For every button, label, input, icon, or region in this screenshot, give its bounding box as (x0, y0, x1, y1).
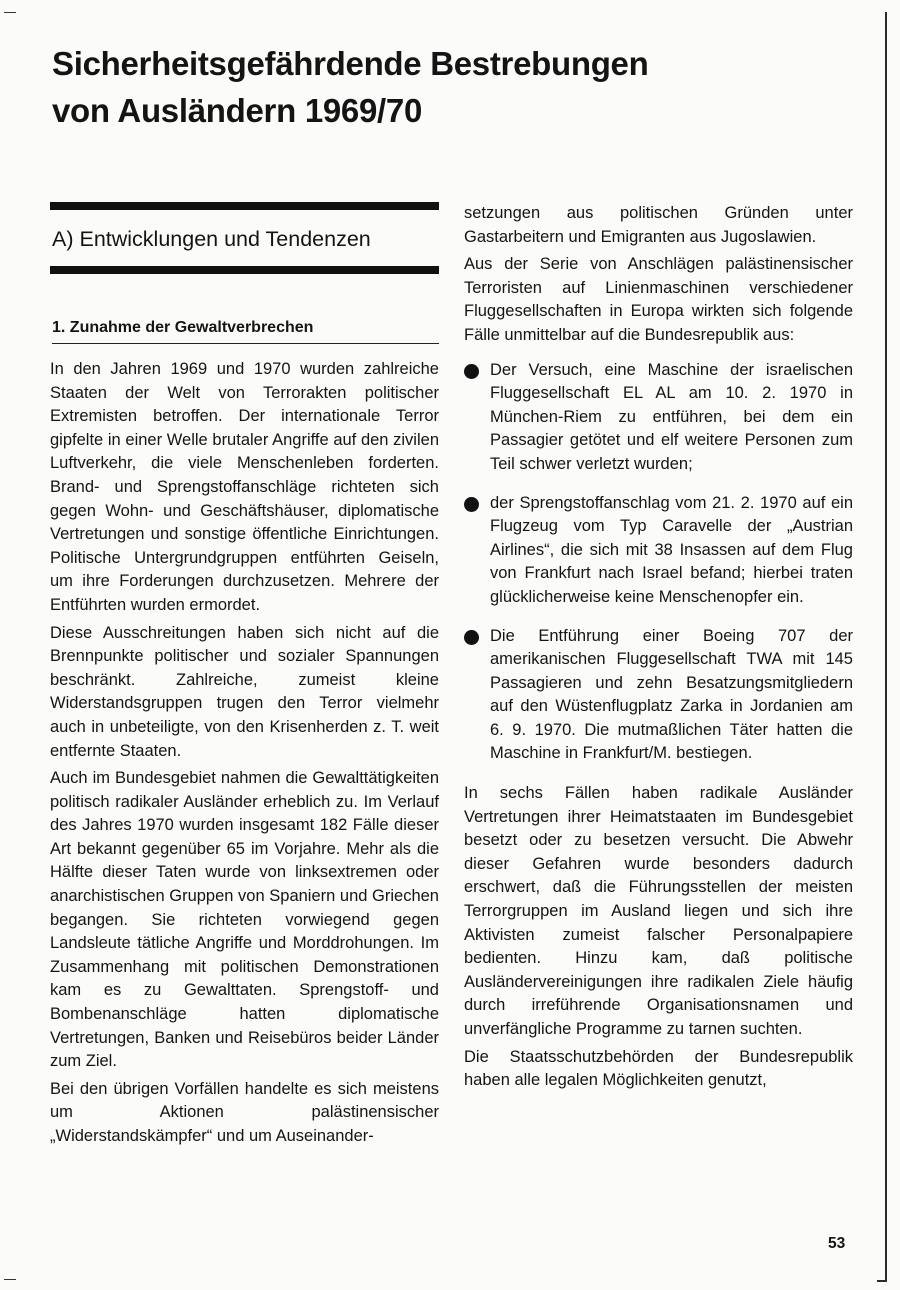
page-title (52, 40, 812, 134)
page-edge-line (885, 12, 887, 1282)
margin-tick (4, 12, 16, 13)
list-item-text: Die Entführung einer Boeing 707 der amerikanischen Fluggesellschaft TWA mit 145 Passagieren und zehn Besatzungsmitgliedern auf den Wüstenflugplatz Zarka in Jordanien am 6. 9. 1970. Die mutmaßlichen Täter hatten die Maschine in Frankfurt/M. bestiegen. (490, 626, 853, 763)
list-item-text: der Sprengstoffanschlag vom 21. 2. 1970 auf ein Flugzeug vom Typ Caravelle der „Austrian Airlines“, die sich mit 38 Insassen auf dem Flug von Frankfurt nach Israel befand; hierbei traten glücklicherweise keine Menschenopfer ein. (490, 493, 853, 606)
bullet-dot-icon (464, 364, 479, 379)
bullet-dot-icon (464, 630, 479, 645)
body-paragraph: In den Jahren 1969 und 1970 wurden zahlreiche Staaten der Welt von Terrorakten politischer Extremisten betroffen. Der internationale Terror gipfelte in einer Welle brutaler Angriffe auf den zivilen Luftverkehr, die viele Menschenleben forderten. Brand- und Sprengstoffanschläge richteten sich gegen Wohn- und Geschäftshäuser, diplomatische Vertretungen und sonstige öffentliche Einrichtungen. Politische Untergrundgruppen entführten Geiseln, um ihre Forderungen durchzusetzen. Mehrere der Entführten wurden ermordet. (50, 360, 439, 614)
section-rule-bottom (50, 266, 439, 274)
list-item (464, 359, 853, 477)
left-column (50, 202, 439, 1149)
title-line: Sicherheitsgefährdende Bestrebungen (52, 45, 649, 82)
page-number: 53 (828, 1235, 846, 1252)
body-paragraph: Aus der Serie von Anschlägen palästinensischer Terroristen auf Linienmaschinen verschiedener Fluggesellschaften in Europa wirkten sich folgende Fälle unmittelbar auf die Bundesrepublik aus: (464, 255, 853, 344)
incident-list (464, 359, 853, 767)
title-line: von Ausländern 1969/70 (52, 92, 422, 129)
body-paragraph: setzungen aus politischen Gründen unter Gastarbeitern und Emigranten aus Jugoslawien. (464, 204, 853, 246)
section-rule-top (50, 202, 439, 210)
body-paragraph: Diese Ausschreitungen haben sich nicht auf die Brennpunkte politischer und sozialer Spannungen beschränkt. Zahlreiche, zumeist kleine Widerstandsgruppen trugen den Terror vielmehr auch in unbeteiligte, von den Krisenherden z. T. weit entfernte Staaten. (50, 623, 439, 760)
subheading: 1. Zunahme der Gewaltverbrechen (52, 318, 439, 344)
list-item (464, 492, 853, 610)
list-item (464, 625, 853, 767)
page-edge-foot (877, 1280, 887, 1282)
body-paragraph: Auch im Bundesgebiet nahmen die Gewalttätigkeiten politisch radikaler Ausländer erheblich zu. Im Verlauf des Jahres 1970 wurden insgesamt 182 Fälle dieser Art bekannt gegenüber 65 im Vorjahre. Mehr als die Hälfte dieser Taten wurde von linksextremen oder anarchistischen Gruppen von Spaniern und Griechen begangen. Sie richteten vorwiegend gegen Landsleute tätliche Angriffe und Morddrohungen. Im Zusammenhang mit politischen Demonstrationen kam es zu Gewalttaten. Sprengstoff- und Bombenanschläge hatten diplomatische Vertretungen, Banken und Reisebüros beider Länder zum Ziel. (50, 769, 439, 1071)
bullet-dot-icon (464, 497, 479, 512)
body-paragraph: Bei den übrigen Vorfällen handelte es sich meistens um Aktionen palästinensischer „Widerstandskämpfer“ und um Auseinander- (50, 1079, 439, 1145)
body-paragraph: In sechs Fällen haben radikale Ausländer Vertretungen ihrer Heimatstaaten im Bundesgebiet besetzt oder zu besetzen versucht. Die Abwehr dieser Gefahren wurde besonders dadurch erschwert, daß die Führungsstellen der meisten Terrorgruppen im Ausland liegen und sich ihre Aktivisten zumeist falscher Personalpapiere bedienten. Hinzu kam, daß politische Ausländervereinigungen ihre radikalen Ziele häufig durch irreführende Organisationsnamen und unverfängliche Programme zu tarnen suchten. (464, 784, 853, 1038)
body-paragraph: Die Staatsschutzbehörden der Bundesrepublik haben alle legalen Möglichkeiten genutzt, (464, 1047, 853, 1090)
section-heading: A) Entwicklungen und Tendenzen (52, 227, 371, 251)
margin-tick (4, 1279, 16, 1280)
list-item-text: Der Versuch, eine Maschine der israelischen Fluggesellschaft EL AL am 10. 2. 1970 in München-Riem zu entführen, bei dem ein Passagier getötet und elf weitere Personen zum Teil schwer verletzt wurden; (490, 360, 853, 473)
right-column (464, 202, 853, 1093)
